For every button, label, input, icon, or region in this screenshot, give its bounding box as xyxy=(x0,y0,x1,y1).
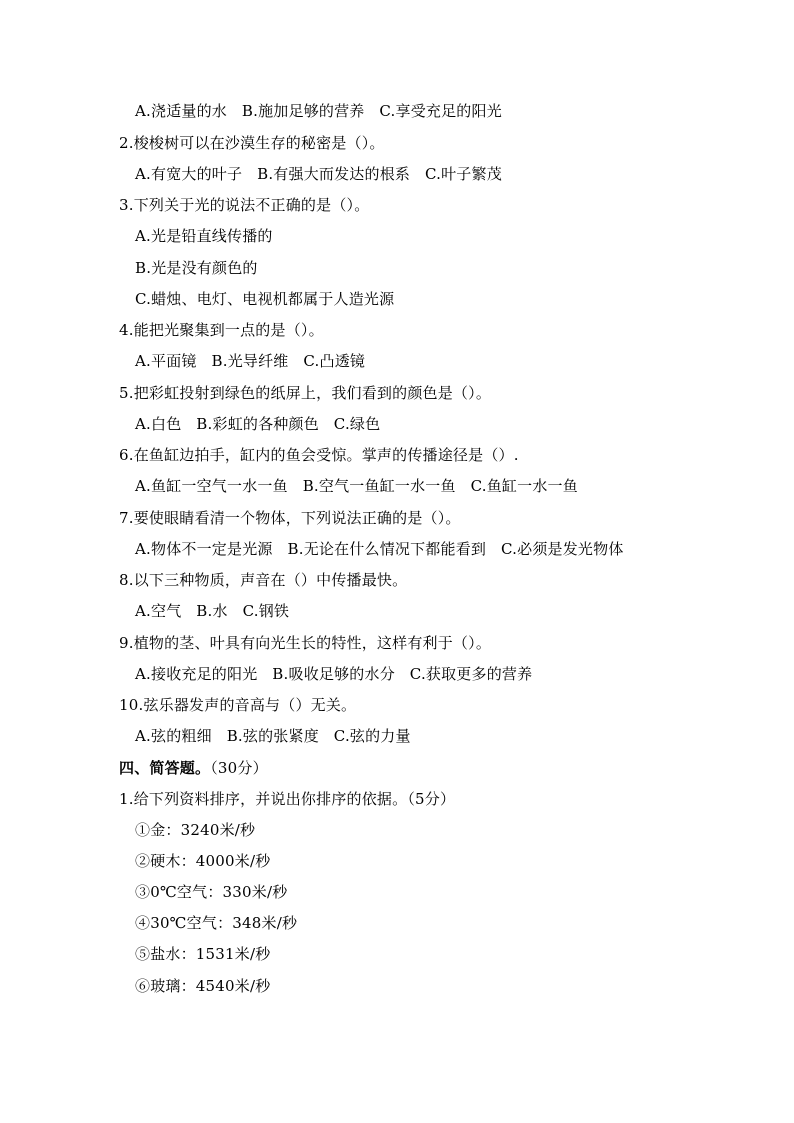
question-10-options: A.弦的粗细 B.弦的张紧度 C.弦的力量 xyxy=(135,727,411,745)
question-3: 3.下列关于光的说法不正确的是（）。 xyxy=(119,196,370,214)
question-6-options: A.鱼缸一空气一水一鱼 B.空气一鱼缸一水一鱼 C.鱼缸一水一鱼 xyxy=(135,477,578,495)
question-1-options: A.浇适量的水 B.施加足够的营养 C.享受充足的阳光 xyxy=(135,102,502,120)
data-item-gold: ①金：3240米/秒 xyxy=(135,821,256,839)
section-4-points: （30分） xyxy=(210,759,268,777)
question-2: 2.梭梭树可以在沙漠生存的秘密是（）。 xyxy=(119,134,385,152)
data-item-hardwood: ②硬木：4000米/秒 xyxy=(135,852,271,870)
question-10: 10.弦乐器发声的音高与（）无关。 xyxy=(119,696,357,714)
data-item-salt-water: ⑤盐水：1531米/秒 xyxy=(135,945,271,963)
data-item-air-30c: ④30℃空气：348米/秒 xyxy=(135,914,298,932)
data-item-glass: ⑥玻璃：4540米/秒 xyxy=(135,977,271,995)
question-9-options: A.接收充足的阳光 B.吸收足够的水分 C.获取更多的营养 xyxy=(135,665,533,683)
question-3-option-b: B.光是没有颜色的 xyxy=(135,259,258,277)
question-5: 5.把彩虹投射到绿色的纸屏上，我们看到的颜色是（）。 xyxy=(119,384,492,402)
question-8: 8.以下三种物质，声音在（）中传播最快。 xyxy=(119,571,408,589)
section-4-question-1: 1.给下列资料排序，并说出你排序的依据。（5分） xyxy=(119,790,456,808)
data-item-air-0c: ③0℃空气：330米/秒 xyxy=(135,883,288,901)
question-4: 4.能把光聚集到一点的是（）。 xyxy=(119,321,324,339)
question-4-options: A.平面镜 B.光导纤维 C.凸透镜 xyxy=(135,352,366,370)
question-7: 7.要使眼睛看清一个物体，下列说法正确的是（）。 xyxy=(119,509,461,527)
question-8-options: A.空气 B.水 C.钢铁 xyxy=(135,602,290,620)
question-3-option-c: C.蜡烛、电灯、电视机都属于人造光源 xyxy=(135,290,395,308)
question-3-option-a: A.光是铅直线传播的 xyxy=(135,227,273,245)
question-9: 9.植物的茎、叶具有向光生长的特性，这样有利于（）。 xyxy=(119,634,492,652)
question-6: 6.在鱼缸边拍手，缸内的鱼会受惊。掌声的传播途径是（）. xyxy=(119,446,519,464)
question-5-options: A.白色 B.彩虹的各种颜色 C.绿色 xyxy=(135,415,381,433)
question-7-options: A.物体不一定是光源 B.无论在什么情况下都能看到 C.必须是发光物体 xyxy=(135,540,624,558)
section-4-heading xyxy=(119,758,268,778)
section-4-title: 四、简答题。 xyxy=(119,759,211,777)
question-2-options: A.有宽大的叶子 B.有强大而发达的根系 C.叶子繁茂 xyxy=(135,165,502,183)
